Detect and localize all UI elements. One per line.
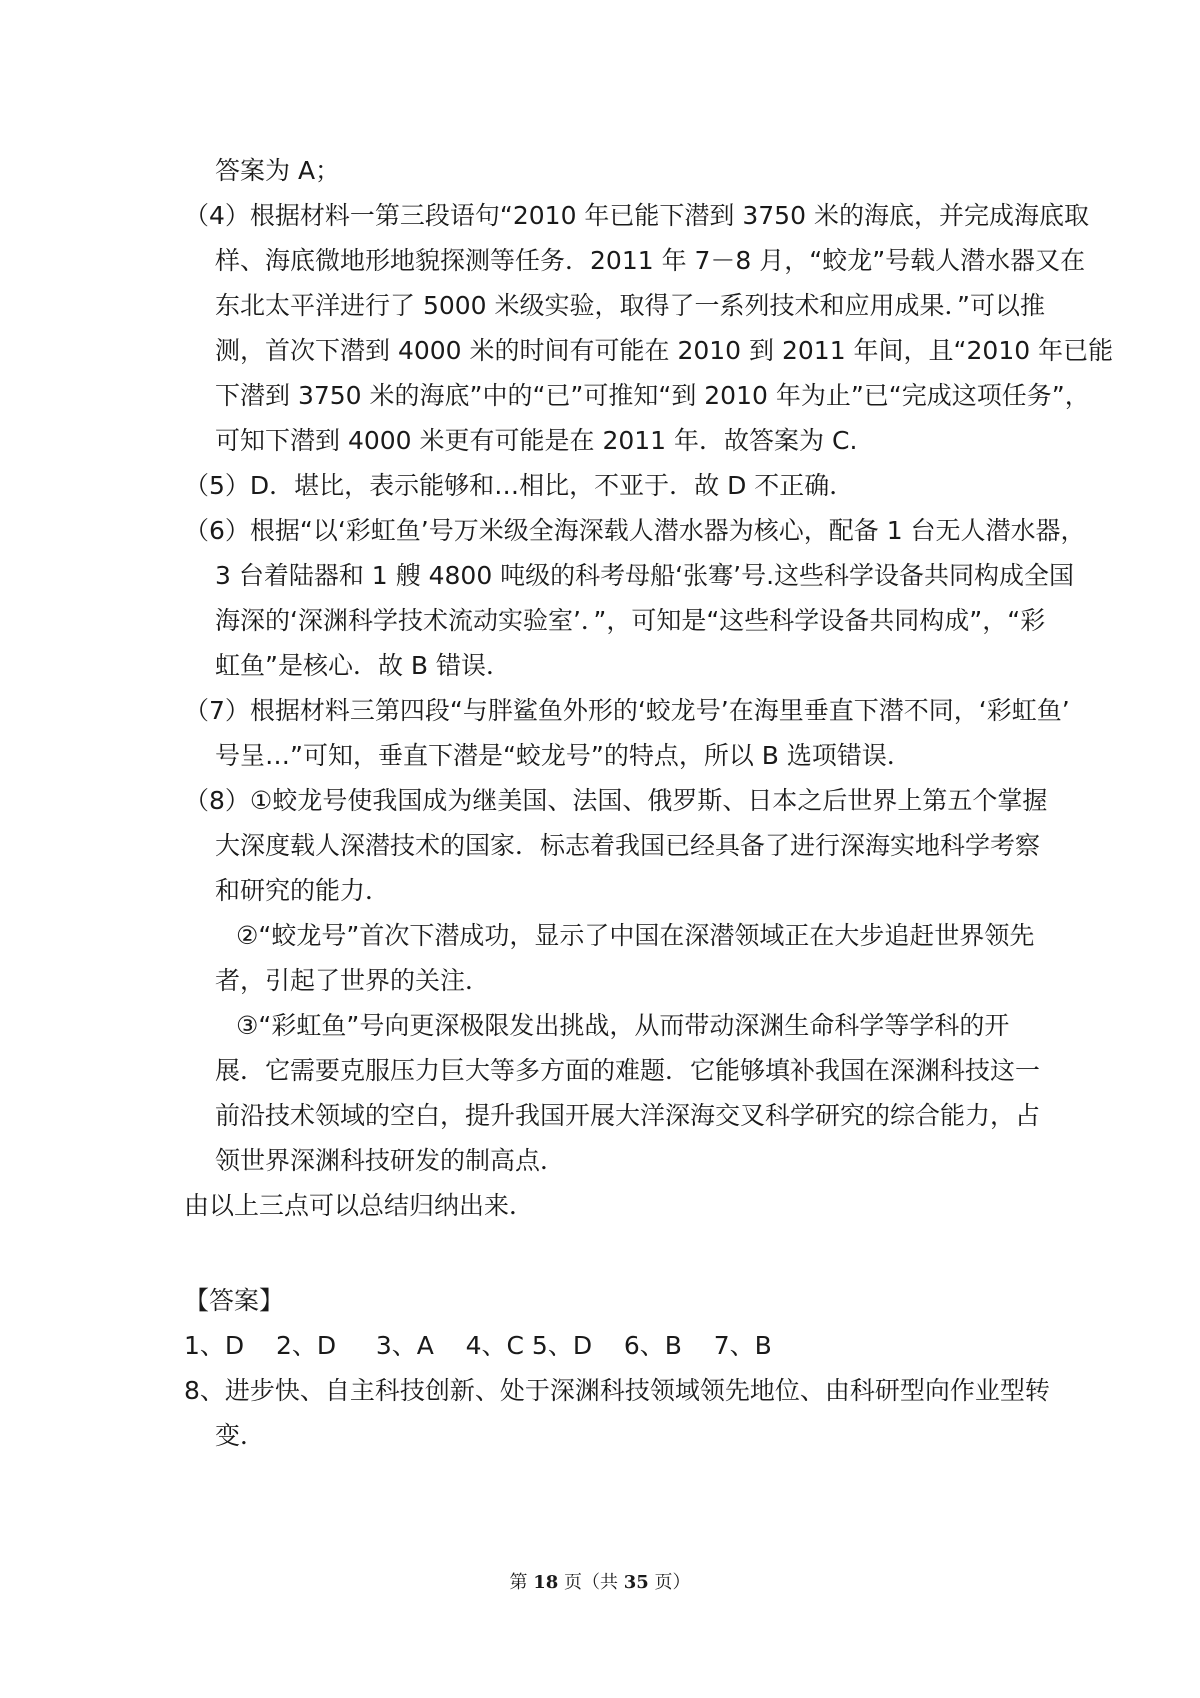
paragraph-line: （5）D．堪比，表示能够和…相比，不亚于．故 D 不正确． — [184, 471, 855, 500]
paragraph-line: 3 台着陆器和 1 艘 4800 吨级的科考母船‘张骞’号.这些科学设备共同构成全国 — [215, 561, 1075, 590]
paragraph-p8c — [184, 1003, 1041, 1183]
paragraph-line: 可知下潜到 4000 米更有可能是在 2011 年．故答案为 C. — [215, 426, 858, 455]
paragraph-line: 前沿技术领域的空白，提升我国开展大洋深海交叉科学研究的综合能力，占 — [215, 1101, 1041, 1130]
paragraph-line: 海深的‘深渊科学技术流动实验室’．”，可知是“这些科学设备共同构成”，“彩 — [215, 606, 1046, 635]
answer-section — [184, 1278, 1050, 1458]
paragraph-line: （6）根据“以‘彩虹鱼’号万米级全海深载人潜水器为核心，配备 1 台无人潜水器， — [184, 516, 1086, 545]
page-content — [184, 148, 1114, 1458]
paragraph-p7 — [184, 688, 1070, 778]
paragraph-line: 答案为 A； — [215, 156, 341, 185]
paragraph-line: 大深度载人深潜技术的国家．标志着我国已经具备了进行深海实地科学考察 — [215, 831, 1041, 860]
paragraph-line: ②“蛟龙号”首次下潜成功，显示了中国在深潜领域正在大步追赶世界领先 — [236, 921, 1035, 950]
paragraph-line: 东北太平洋进行了 5000 米级实验，取得了一系列技术和应用成果．”可以推 — [215, 291, 1045, 320]
paragraph-line: ③“彩虹鱼”号向更深极限发出挑战，从而带动深渊生命科学等学科的开 — [236, 1011, 1010, 1040]
paragraph-p6 — [184, 508, 1086, 688]
paragraph-p8b — [184, 913, 1035, 1003]
answer-line-8-cont: 变． — [215, 1421, 266, 1450]
footer-suffix: 页） — [648, 1572, 691, 1593]
answer-heading: 【答案】 — [184, 1286, 285, 1315]
paragraph-p9 — [184, 1183, 1024, 1228]
paragraph-line: 样、海底微地形地貌探测等任务．2011 年 7－8 月，“蛟龙”号载人潜水器又在 — [215, 246, 1086, 275]
paragraph-line: 虹鱼”是核心．故 B 错误． — [215, 651, 511, 680]
paragraph-line: 由以上三点可以总结归纳出来． — [184, 1191, 535, 1220]
paragraph-line: （7）根据材料三第四段“与胖鲨鱼外形的‘蛟龙号’在海里垂直下潜不同，‘彩虹鱼’ — [184, 696, 1070, 725]
paragraph-line: （4）根据材料一第三段语句“2010 年已能下潜到 3750 米的海底，并完成海底取 — [184, 201, 1089, 230]
paragraph-line: （8）①蛟龙号使我国成为继美国、法国、俄罗斯、日本之后世界上第五个掌握 — [184, 786, 1048, 815]
paragraph-line: 者，引起了世界的关注． — [215, 966, 491, 995]
paragraph-line: 下潜到 3750 米的海底”中的“已”可推知“到 2010 年为止”已“完成这项任务”， — [215, 381, 1090, 410]
answer-line-8-text: 8、进步快、自主科技创新、处于深渊科技领域领先地位、由科研型向作业型转 — [184, 1376, 1050, 1405]
footer-page-number: 18 — [533, 1572, 559, 1593]
paragraph-line: 展．它需要克服压力巨大等多方面的难题．它能够填补我国在深渊科技这一 — [215, 1056, 1041, 1085]
footer-total-pages: 35 — [623, 1572, 649, 1593]
footer-middle: 页（共 — [558, 1572, 624, 1593]
page-footer — [0, 1568, 1200, 1594]
paragraph-line: 号呈…”可知，垂直下潜是“蛟龙号”的特点，所以 B 选项错误． — [215, 741, 912, 770]
paragraph-line: 和研究的能力． — [215, 876, 391, 905]
paragraph-p0 — [184, 148, 1024, 193]
paragraph-p8 — [184, 778, 1048, 913]
paragraph-line: 测，首次下潜到 4000 米的时间有可能在 2010 到 2011 年间，且“2010 年已能 — [215, 336, 1114, 365]
footer-prefix: 第 — [509, 1572, 534, 1593]
paragraph-p5 — [184, 463, 1024, 508]
answer-line-8 — [184, 1368, 1050, 1458]
paragraph-p4 — [184, 193, 1114, 463]
explanation-section — [184, 148, 1114, 1228]
answer-choices-line: 1、D 2、D 3、A 4、C 5、D 6、B 7、B — [184, 1331, 772, 1360]
paragraph-line: 领世界深渊科技研发的制高点． — [215, 1146, 566, 1175]
